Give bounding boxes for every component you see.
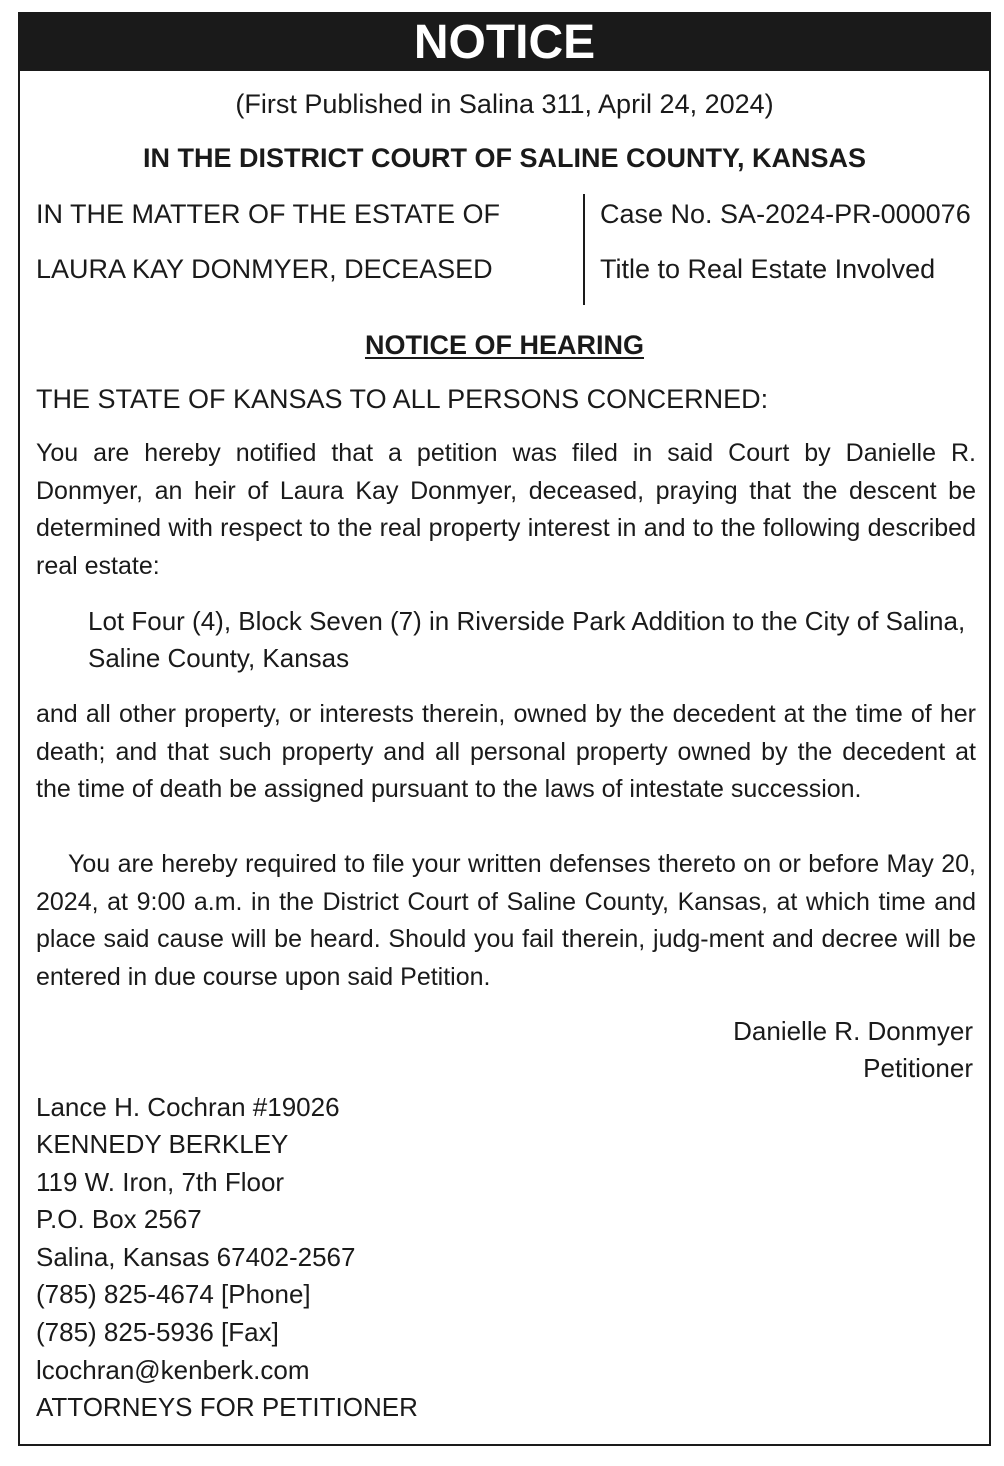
court-heading: IN THE DISTRICT COURT OF SALINE COUNTY, KANSAS [142,143,866,173]
attorney-name: Lance H. Cochran #19026 [36,1092,340,1122]
legal-description-line2: Saline County, Kansas [88,643,350,673]
attorney-role: ATTORNEYS FOR PETITIONER [36,1392,418,1422]
phone-line: (785) 825-4674 [Phone] [36,1279,311,1309]
notice-banner: NOTICE [20,14,989,71]
legal-description-line1: Lot Four (4), Block Seven (7) in Riverside Park Addition to the City of Salina, [88,606,966,636]
property-paragraph: and all other property, or interests therein, owned by the decedent at the time of her death; and that such property and all personal property owned by the decedent at the time of death be assigned pursuant to the laws of intestate succession. [36,700,976,803]
city-line: Salina, Kansas 67402-2567 [36,1242,356,1272]
case-number: Case No. SA-2024-PR-000076 [600,199,971,229]
publication-line: (First Published in Salina 311, April 24, 2024) [235,89,774,119]
petition-paragraph: You are hereby notified that a petition was filed in said Court by Danielle R. Donmyer, an heir of Laura Kay Donmyer, deceased, praying that the descent be determined with respect to the real property interest in and to the following described real estate: [36,439,976,580]
estate-matter-line2: LAURA KAY DONMYER, DECEASED [36,254,493,284]
title-note: Title to Real Estate Involved [600,254,936,284]
petitioner-role: Petitioner [863,1053,973,1083]
salutation: THE STATE OF KANSAS TO ALL PERSONS CONCERNED: [36,384,769,414]
estate-matter-line1: IN THE MATTER OF THE ESTATE OF [36,199,501,229]
caption-divider [583,194,585,305]
hearing-heading: NOTICE OF HEARING [364,330,644,360]
fax-line: (785) 825-5936 [Fax] [36,1317,279,1347]
law-firm: KENNEDY BERKLEY [36,1129,289,1159]
petitioner-name: Danielle R. Donmyer [733,1016,973,1046]
address-line1: 119 W. Iron, 7th Floor [36,1167,285,1197]
defenses-paragraph: You are hereby required to file your written defenses thereto on or before May 20, 2024, at 9:00 a.m. in the District Court of Saline County, Kansas, at which time and place said cause will be heard. Should you fail therein, judg-ment and decree will be entered in due course upon said Petition. [36,850,976,991]
email-line: lcochran@kenberk.com [36,1355,310,1385]
legal-notice [18,12,991,1446]
address-line2: P.O. Box 2567 [36,1204,202,1234]
